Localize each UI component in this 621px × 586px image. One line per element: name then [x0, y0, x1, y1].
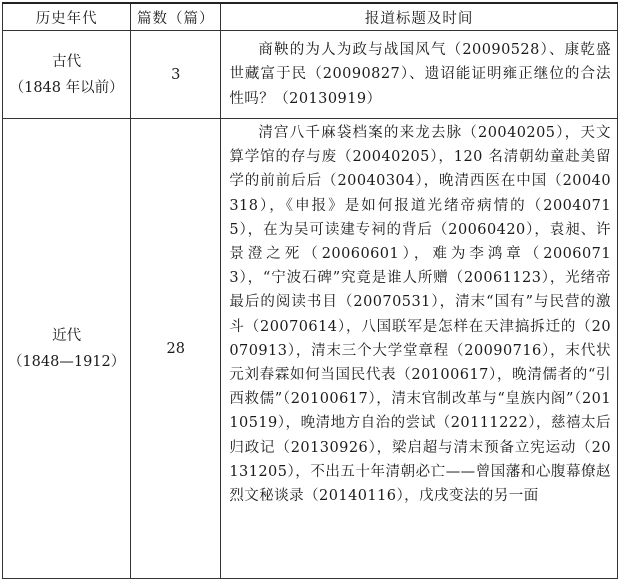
table-row-modern [3, 119, 618, 579]
header-era: 历史年代 [3, 3, 131, 31]
era-name: 近代 [52, 327, 82, 344]
era-name: 古代 [52, 53, 82, 70]
history-reports-table [2, 2, 618, 579]
table-row-ancient [3, 31, 618, 119]
header-count: 篇数（篇） [131, 3, 221, 31]
era-cell [3, 31, 131, 119]
report-titles: 清宫八千麻袋档案的来龙去脉（20040205），天文算学馆的存与废（20040205），120 名清朝幼童赴美留学的前前后后（20040304），晚清西医在中国（20040318），《申报》是如何报道光绪帝病情的（20040715），在为吴可读建专祠的背后（20060420），袁昶、许景澄之死（20060601），难为李鸿章（20060713），“宁波石碑”究竟是谁人所赠（20061123），光绪帝最后的阅读书目（20070531），清末“国有”与民营的激斗（20070614），八国联军是怎样在天津搞拆迁的（20070913），清末三个大学堂章程（20090716），末代状元刘春霖如何当国民代表（20100617），晚清儒者的“引西救儒”（20100617），清末官制改革与“皇族内阁”（20110519），晚清地方自治的尝试（20111222），慈禧太后归政记（20130926），梁启超与清末预备立宪运动（20131205），不出五十年清朝必亡——曾国藩和心腹幕僚赵烈文秘谈录（20140116），戊戌变法的另一面 [221, 119, 618, 579]
report-titles: 商鞅的为人为政与战国风气（20090528）、康乾盛世藏富于民（20090827）、遗诏能证明雍正继位的合法性吗？（20130919） [221, 31, 618, 119]
article-count: 28 [131, 119, 221, 579]
era-range: （1848 年以前） [9, 79, 124, 96]
header-reports: 报道标题及时间 [221, 3, 618, 31]
era-cell [3, 119, 131, 579]
era-range: （1848—1912） [7, 353, 126, 370]
table-header-row [3, 3, 618, 31]
article-count: 3 [131, 31, 221, 119]
